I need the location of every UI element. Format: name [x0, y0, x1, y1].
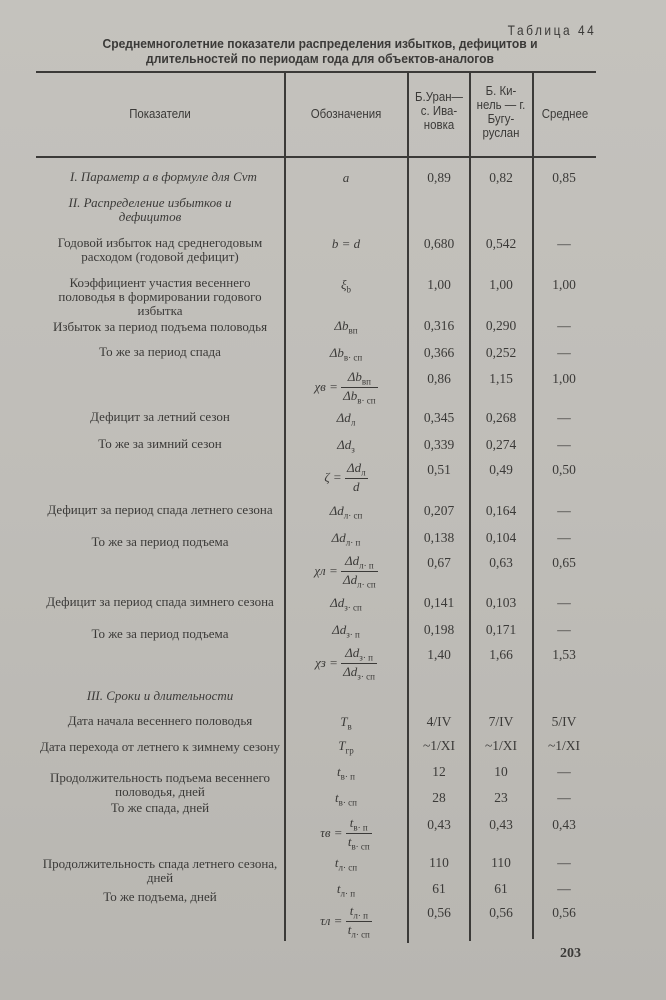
- value-station-1: 0,316: [423, 318, 455, 333]
- row-label: То же за период спада: [99, 344, 221, 359]
- page-number: 203: [560, 946, 581, 961]
- notation-symbol: $\Delta d_{л\cdot п}$: [331, 530, 361, 548]
- value-station-1: 28: [432, 790, 446, 805]
- notation-symbol: $\Delta b_{вп}$: [334, 318, 358, 336]
- value-mean: —: [557, 530, 571, 545]
- value-mean: 5/IV: [551, 714, 577, 729]
- row-label: Коэффициент участия весеннего половодья в формировании годового избытка: [58, 275, 262, 318]
- value-station-2: 1,15: [489, 371, 513, 386]
- value-station-1: 110: [429, 855, 449, 870]
- value-station-1: 0,51: [427, 462, 451, 477]
- notation-symbol: $t_{л\cdot сп}$: [334, 855, 358, 873]
- value-station-2: 61: [494, 881, 508, 896]
- value-station-1: 0,339: [423, 437, 455, 452]
- value-mean: —: [557, 855, 571, 870]
- value-mean: —: [557, 410, 571, 425]
- value-station-2: 0,103: [485, 595, 517, 610]
- notation-symbol: $\Delta d_л$: [336, 410, 356, 428]
- notation-symbol: $t_{в\cdot сп}$: [335, 790, 357, 808]
- value-station-1: 0,89: [427, 170, 451, 185]
- value-station-1: 0,680: [423, 236, 455, 251]
- value-station-2: 0,82: [489, 170, 513, 185]
- value-mean: 1,53: [552, 647, 576, 662]
- row-label: То же за период подъема: [91, 626, 229, 641]
- formula-lhs: χл =: [314, 563, 338, 579]
- row-label: Дата перехода от летнего к зимнему сезону: [40, 739, 280, 754]
- value-station-2: 0,290: [485, 318, 517, 333]
- row-label: То же спада, дней: [110, 800, 210, 815]
- value-mean: —: [557, 595, 571, 610]
- value-mean: —: [557, 764, 571, 779]
- value-station-1: 61: [432, 881, 446, 896]
- value-station-1: 0,207: [423, 503, 455, 518]
- value-mean: —: [557, 790, 571, 805]
- row-label: То же за период подъема: [91, 534, 229, 549]
- fraction: $\frac{t_{в\cdot п}}{t_{в\cdot сп}}$: [347, 815, 370, 852]
- formula-lhs: τв =: [320, 825, 343, 841]
- value-mean: —: [557, 318, 571, 333]
- value-mean: 1,00: [552, 371, 576, 386]
- notation-formula: [286, 553, 406, 589]
- header-station-1: Б.Уран— с. Ива- новка: [415, 89, 463, 132]
- row-label: Продолжительность спада летнего сезона, дней: [42, 856, 278, 885]
- header-notation: Обозначения: [310, 106, 382, 121]
- value-mean: —: [557, 236, 571, 251]
- row-label: Дефицит за период спада летнего сезона: [47, 502, 273, 517]
- fraction: $\frac{\Delta d_{з\cdot п}}{\Delta d_{з\cdot сп}}$: [343, 645, 375, 682]
- notation-symbol: $\Delta d_з$: [337, 437, 355, 455]
- row-label: Продолжительность подъема весеннего половодья, дней: [49, 770, 271, 799]
- value-station-2: 1,00: [489, 277, 513, 292]
- value-station-1: 4/IV: [426, 714, 452, 729]
- notation-symbol: $t_{в\cdot п}$: [337, 764, 355, 782]
- value-station-1: 0,56: [427, 905, 451, 920]
- fraction: $\frac{t_{л\cdot п}}{t_{л\cdot сп}}$: [347, 903, 370, 940]
- notation-symbol: $\Delta d_{з\cdot п}$: [332, 622, 360, 640]
- value-mean: —: [557, 503, 571, 518]
- value-station-1: 0,141: [423, 595, 455, 610]
- notation-symbol: a: [342, 170, 350, 185]
- table-title: Среднемноголетние показатели распределения избытков, дефицитов и длительностей по периодам года для объектов-аналогов: [102, 36, 538, 66]
- notation-symbol: $T_{гр}$: [338, 738, 354, 756]
- notation-symbol: b = d: [331, 236, 361, 251]
- value-station-1: 0,345: [423, 410, 455, 425]
- value-station-2: 0,252: [485, 345, 517, 360]
- row-label: То же подъема, дней: [103, 889, 217, 904]
- notation-formula: [286, 645, 406, 681]
- value-station-2: ~1/XI: [484, 738, 518, 753]
- fraction: $\frac{\Delta d_{л\cdot п}}{\Delta d_{л\cdot сп}}$: [342, 553, 376, 590]
- value-station-2: 0,542: [485, 236, 517, 251]
- notation-symbol: $\Delta d_{л\cdot сп}$: [329, 503, 363, 521]
- value-station-1: ~1/XI: [422, 738, 456, 753]
- header-bottom-rule: [36, 156, 596, 158]
- value-station-2: 1,66: [489, 647, 513, 662]
- value-mean: 1,00: [552, 277, 576, 292]
- value-station-1: 0,86: [427, 371, 451, 386]
- value-station-2: 0,56: [489, 905, 513, 920]
- notation-formula: [286, 903, 406, 939]
- value-station-2: 0,274: [485, 437, 517, 452]
- value-station-1: 0,198: [423, 622, 455, 637]
- row-label: Дефицит за летний сезон: [90, 409, 230, 424]
- formula-lhs: χз =: [315, 655, 338, 671]
- formula-lhs: τл =: [320, 913, 343, 929]
- value-station-2: 23: [494, 790, 508, 805]
- formula-lhs: ζ =: [324, 469, 342, 485]
- value-station-2: 10: [494, 764, 508, 779]
- value-mean: 0,65: [552, 555, 576, 570]
- fraction: $\frac{\Delta d_л}{d}$: [346, 460, 366, 494]
- value-mean: —: [557, 345, 571, 360]
- formula-lhs: χв =: [314, 379, 338, 395]
- row-label: Годовой избыток над среднегодовым расходом (годовой дефицит): [57, 235, 263, 264]
- notation-formula: [286, 815, 406, 851]
- fraction: $\frac{\Delta b_{вп}}{\Delta b_{в\cdot сп}}$: [343, 369, 376, 406]
- notation-formula: [286, 460, 406, 495]
- row-label: Дата начала весеннего половодья: [67, 713, 253, 728]
- value-mean: 0,85: [552, 170, 576, 185]
- table-top-rule: [36, 71, 596, 73]
- value-mean: 0,50: [552, 462, 576, 477]
- notation-symbol: $t_{л\cdot п}$: [336, 881, 356, 899]
- notation-symbol: $\Delta b_{в\cdot сп}$: [329, 345, 363, 363]
- notation-symbol: $\Delta d_{з\cdot сп}$: [330, 595, 362, 613]
- value-mean: ~1/XI: [547, 738, 581, 753]
- table-number: Таблица 44: [507, 22, 596, 38]
- value-mean: —: [557, 622, 571, 637]
- value-station-2: 0,43: [489, 817, 513, 832]
- notation-symbol: $T_в$: [340, 714, 352, 732]
- value-station-1: 1,00: [427, 277, 451, 292]
- value-station-1: 1,40: [427, 647, 451, 662]
- header-indicator: Показатели: [129, 106, 191, 121]
- value-station-1: 0,138: [423, 530, 455, 545]
- header-station-2: Б. Ки- нель — г. Бугу- руслан: [476, 83, 526, 140]
- value-mean: —: [557, 437, 571, 452]
- value-station-1: 0,67: [427, 555, 451, 570]
- row-label: То же за зимний сезон: [98, 436, 222, 451]
- section-heading: I. Параметр a в формуле для Cvm: [70, 169, 257, 184]
- value-station-2: 110: [491, 855, 511, 870]
- notation-symbol: $\xi_b$: [340, 277, 352, 295]
- row-label: Дефицит за период спада зимнего сезона: [46, 594, 274, 609]
- value-mean: 0,43: [552, 817, 576, 832]
- value-station-2: 0,171: [485, 622, 517, 637]
- value-station-2: 0,63: [489, 555, 513, 570]
- header-mean: Среднее: [541, 106, 589, 121]
- section-heading: III. Сроки и длительности: [86, 688, 234, 703]
- value-station-2: 7/IV: [488, 714, 514, 729]
- value-station-2: 0,164: [485, 503, 517, 518]
- value-station-1: 0,43: [427, 817, 451, 832]
- section-heading: II. Распределение избытков и дефицитов: [68, 195, 232, 224]
- value-station-2: 0,49: [489, 462, 513, 477]
- value-station-2: 0,268: [485, 410, 517, 425]
- value-station-1: 12: [432, 764, 446, 779]
- row-label: Избыток за период подъема половодья: [52, 319, 268, 334]
- value-station-2: 0,104: [485, 530, 517, 545]
- notation-formula: [286, 369, 406, 405]
- value-mean: —: [557, 881, 571, 896]
- value-station-1: 0,366: [423, 345, 455, 360]
- value-mean: 0,56: [552, 905, 576, 920]
